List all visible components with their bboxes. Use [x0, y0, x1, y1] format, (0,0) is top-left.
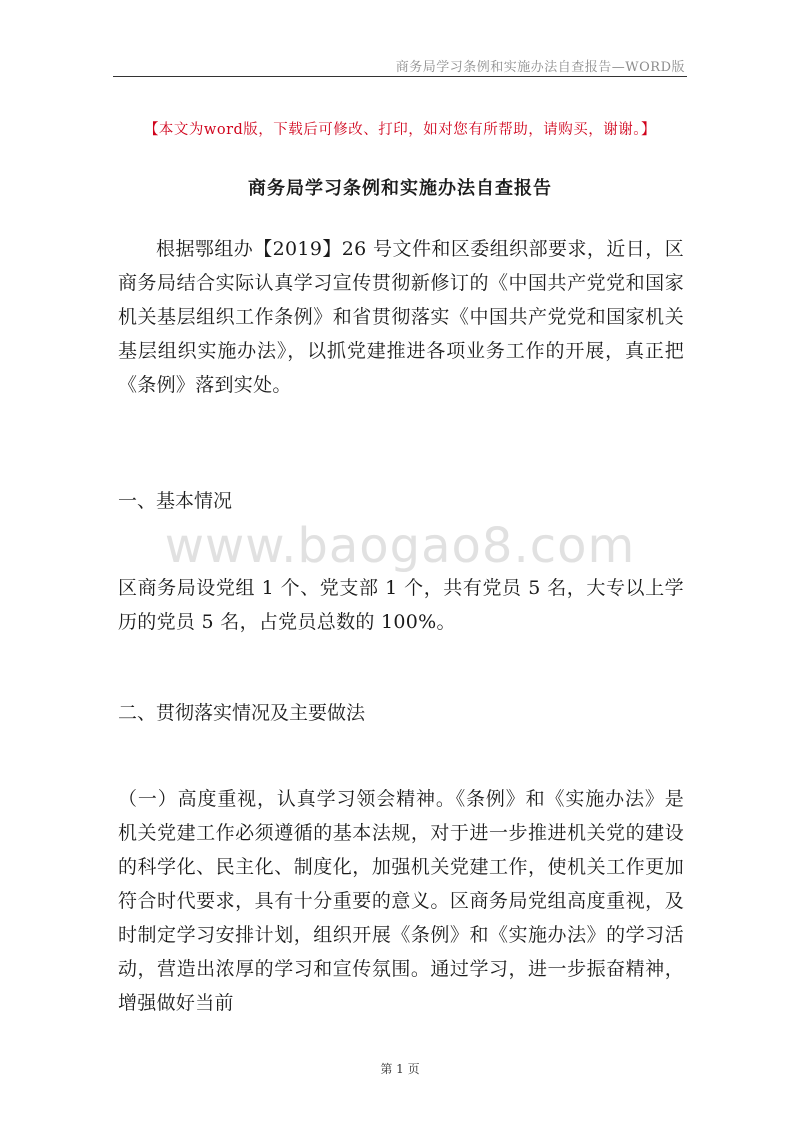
section-heading-basic: 一、基本情况	[118, 490, 233, 512]
running-header: 商务局学习条例和实施办法自查报告—WORD版	[395, 60, 685, 75]
section-basic-paragraph: 区商务局设党组 1 个、党支部 1 个，共有党员 5 名，大专以上学历的党员 5 名，占党员总数的 100%。	[118, 577, 684, 633]
section-implementation-paragraph: （一）高度重视，认真学习领会精神。《条例》和《实施办法》是机关党建工作必须遵循的基本法规，对于进一步推进机关党的建设的科学化、民主化、制度化，加强机关党建工作，使机关工作更加符合时代要求，具有十分重要的意义。区商务局党组高度重视，及时制定学习安排计划，组织开展《条例》和《实施办法》的学习活动，营造出浓厚的学习和宣传氛围。通过学习，进一步振奋精神，增强做好当前	[118, 788, 684, 1014]
download-notice: 【本文为word版，下载后可修改、打印，如对您有所帮助，请购买，谢谢。】	[143, 122, 657, 138]
intro-paragraph: 根据鄂组办【2019】26 号文件和区委组织部要求，近日，区商务局结合实际认真学习宣传贯彻新修订的《中国共产党党和国家机关基层组织工作条例》和省贯彻落实《中国共产党党和国家机关基层组织实施办法》，以抓党建推进各项业务工作的开展，真正把《条例》落到实处。	[118, 238, 684, 396]
section-heading-implementation: 二、贯彻落实情况及主要做法	[118, 702, 366, 724]
header-rule	[113, 76, 687, 77]
watermark: www.baogao8.com	[164, 518, 636, 574]
page-number: 第 1 页	[380, 1062, 420, 1076]
document-title: 商务局学习条例和实施办法自查报告	[248, 178, 552, 199]
